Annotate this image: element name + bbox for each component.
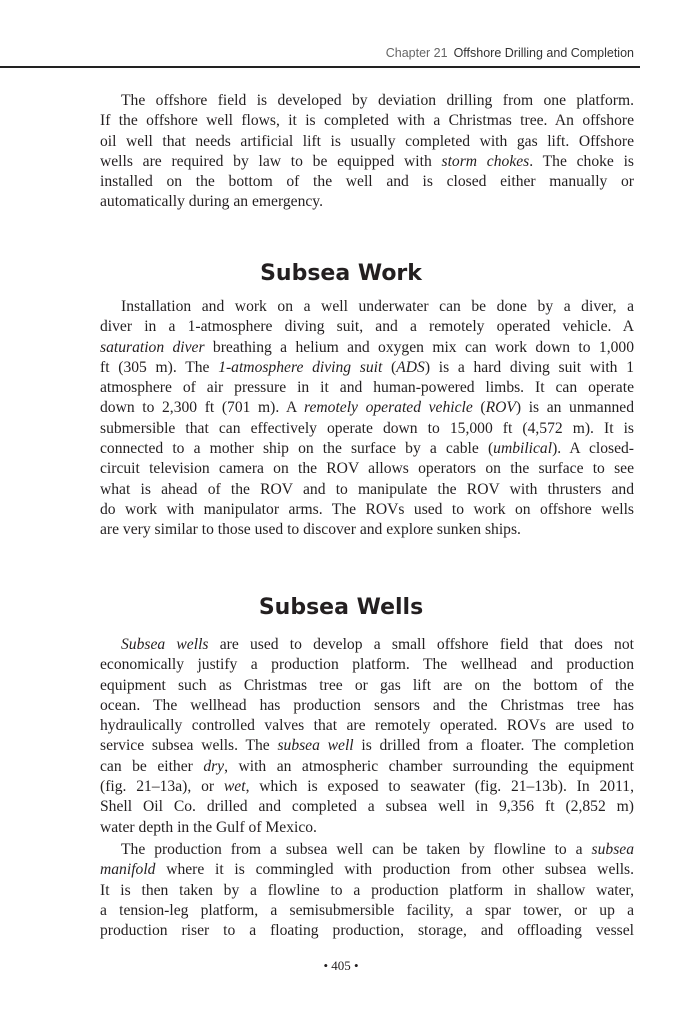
text-run: Installation and work on a well underwater can be done by a diver, a xyxy=(121,298,634,315)
text-line xyxy=(100,676,634,696)
italic-term: Subsea wells xyxy=(121,636,209,653)
text-run: service subsea wells. The xyxy=(100,737,278,755)
text-run: wells are required by law to be equipped with xyxy=(100,152,442,170)
text-run: automatically during an emergency. xyxy=(100,193,323,211)
italic-term: ADS xyxy=(396,358,425,376)
text-run: ). A closed- xyxy=(552,440,634,458)
text-run: do work with manipulator arms. The ROVs used to work on offshore wells xyxy=(100,500,634,518)
text-line xyxy=(100,172,634,192)
text-run: , which is exposed to seawater (fig. 21–13b). In 2011, xyxy=(245,778,634,796)
text-run: ( xyxy=(382,358,397,376)
text-run: oil well that needs artificial lift is usually completed with gas lift. Offshore xyxy=(100,132,634,150)
text-line xyxy=(100,378,634,398)
text-line xyxy=(100,152,634,172)
text-line xyxy=(100,297,634,317)
text-line xyxy=(100,439,634,459)
text-line xyxy=(100,192,634,212)
text-line xyxy=(100,358,634,378)
italic-term: dry xyxy=(203,757,225,775)
text-line xyxy=(100,881,634,901)
text-line xyxy=(100,901,634,921)
text-run: equipment such as Christmas tree or gas lift are on the bottom of the xyxy=(100,676,634,694)
text-run: ft (305 m). The xyxy=(100,358,219,376)
text-run: where it is commingled with production from other subsea wells. xyxy=(155,861,634,879)
text-line xyxy=(100,317,634,337)
italic-term: ROV xyxy=(485,399,516,417)
running-head xyxy=(386,46,634,60)
text-run: are very similar to those used to discover and explore sunken ships. xyxy=(100,521,521,539)
heading-subsea-work: Subsea Work xyxy=(260,261,422,286)
text-run: diver in a 1-atmosphere diving suit, and a remotely operated vehicle. A xyxy=(100,318,634,336)
italic-term: manifold xyxy=(100,861,156,879)
text-line xyxy=(100,111,634,131)
italic-term: subsea xyxy=(591,841,634,858)
text-line xyxy=(100,777,634,797)
text-run: down to 2,300 ft (701 m). A xyxy=(100,399,304,417)
text-run: If the offshore well flows, it is completed with a Christmas tree. An offshore xyxy=(100,112,634,130)
text-line xyxy=(100,132,634,152)
text-line xyxy=(100,480,634,500)
italic-term: subsea well xyxy=(277,737,354,755)
text-line xyxy=(100,398,634,418)
text-run: The production from a subsea well can be taken by flowline to a xyxy=(121,841,592,858)
text-run: ( xyxy=(472,399,486,417)
text-run: , with an atmospheric chamber surrounding the equipment xyxy=(224,757,634,775)
text-line xyxy=(100,840,634,860)
text-run: installed on the bottom of the well and is closed either manually or xyxy=(100,173,634,191)
paragraph-production xyxy=(100,840,634,941)
text-line xyxy=(100,921,634,941)
text-run: circuit television camera on the ROV allows operators on the surface to see xyxy=(100,460,634,478)
chapter-number: Chapter 21 xyxy=(385,46,448,60)
italic-term: remotely operated vehicle xyxy=(304,399,473,417)
italic-term: 1-atmosphere diving suit xyxy=(218,358,383,376)
text-line xyxy=(100,736,634,756)
text-line xyxy=(100,338,634,358)
text-run: connected to a mother ship on the surface by a cable ( xyxy=(100,440,494,458)
text-line xyxy=(100,757,634,777)
chapter-title: Offshore Drilling and Completion xyxy=(453,46,634,60)
text-line xyxy=(100,716,634,736)
text-line xyxy=(100,520,634,540)
text-run: ocean. The wellhead has production sensors and the Christmas tree has xyxy=(100,696,634,714)
text-line xyxy=(100,500,634,520)
text-line xyxy=(100,91,634,111)
text-run: ) is an unmanned xyxy=(515,399,635,417)
heading-subsea-wells: Subsea Wells xyxy=(258,595,424,620)
italic-term: wet xyxy=(223,778,246,796)
text-run: is drilled from a floater. The completion xyxy=(353,737,634,755)
text-line xyxy=(100,635,634,655)
text-line xyxy=(100,696,634,716)
text-run: Shell Oil Co. drilled and completed a subsea well in 9,356 ft (2,852 m) xyxy=(100,798,634,816)
text-run: production riser to a floating production, storage, and offloading vessel xyxy=(100,922,634,940)
text-run: ) is a hard diving suit with 1 xyxy=(424,358,635,376)
paragraph-intro xyxy=(100,91,634,213)
text-line xyxy=(100,655,634,675)
text-run: submersible that can effectively operate down to 15,000 ft (4,572 m). It is xyxy=(100,419,634,437)
italic-term: umbilical xyxy=(493,440,553,458)
text-run: The offshore field is developed by deviation drilling from one platform. xyxy=(121,92,634,109)
text-line xyxy=(100,860,634,880)
paragraph-subsea-wells xyxy=(100,635,634,838)
text-run: (fig. 21–13a), or xyxy=(100,778,224,796)
text-run: are used to develop a small offshore field that does not xyxy=(208,636,634,653)
text-run: atmosphere of air pressure in it and human-powered limbs. It can operate xyxy=(100,379,634,397)
text-run: It is then taken by a flowline to a production platform in shallow water, xyxy=(100,881,634,899)
text-run: economically justify a production platform. The wellhead and production xyxy=(100,656,634,674)
text-line xyxy=(100,797,634,817)
italic-term: storm chokes xyxy=(441,152,530,170)
text-run: breathing a helium and oxygen mix can work down to 1,000 xyxy=(204,338,634,356)
text-run: can be either xyxy=(100,757,204,775)
text-run: a tension-leg platform, a semisubmersible facility, a spar tower, or up a xyxy=(100,901,634,919)
page-number: • 405 • xyxy=(323,958,359,973)
text-line xyxy=(100,459,634,479)
text-run: . The choke is xyxy=(529,152,635,170)
italic-term: saturation diver xyxy=(100,338,205,356)
text-run: what is ahead of the ROV and to manipulate the ROV with thrusters and xyxy=(100,480,634,498)
text-line xyxy=(100,818,634,838)
text-line xyxy=(100,419,634,439)
text-run: water depth in the Gulf of Mexico. xyxy=(100,818,317,836)
paragraph-subsea-work xyxy=(100,297,634,541)
text-run: hydraulically controlled valves that are remotely operated. ROVs are used to xyxy=(100,717,634,735)
header-rule xyxy=(0,66,640,68)
